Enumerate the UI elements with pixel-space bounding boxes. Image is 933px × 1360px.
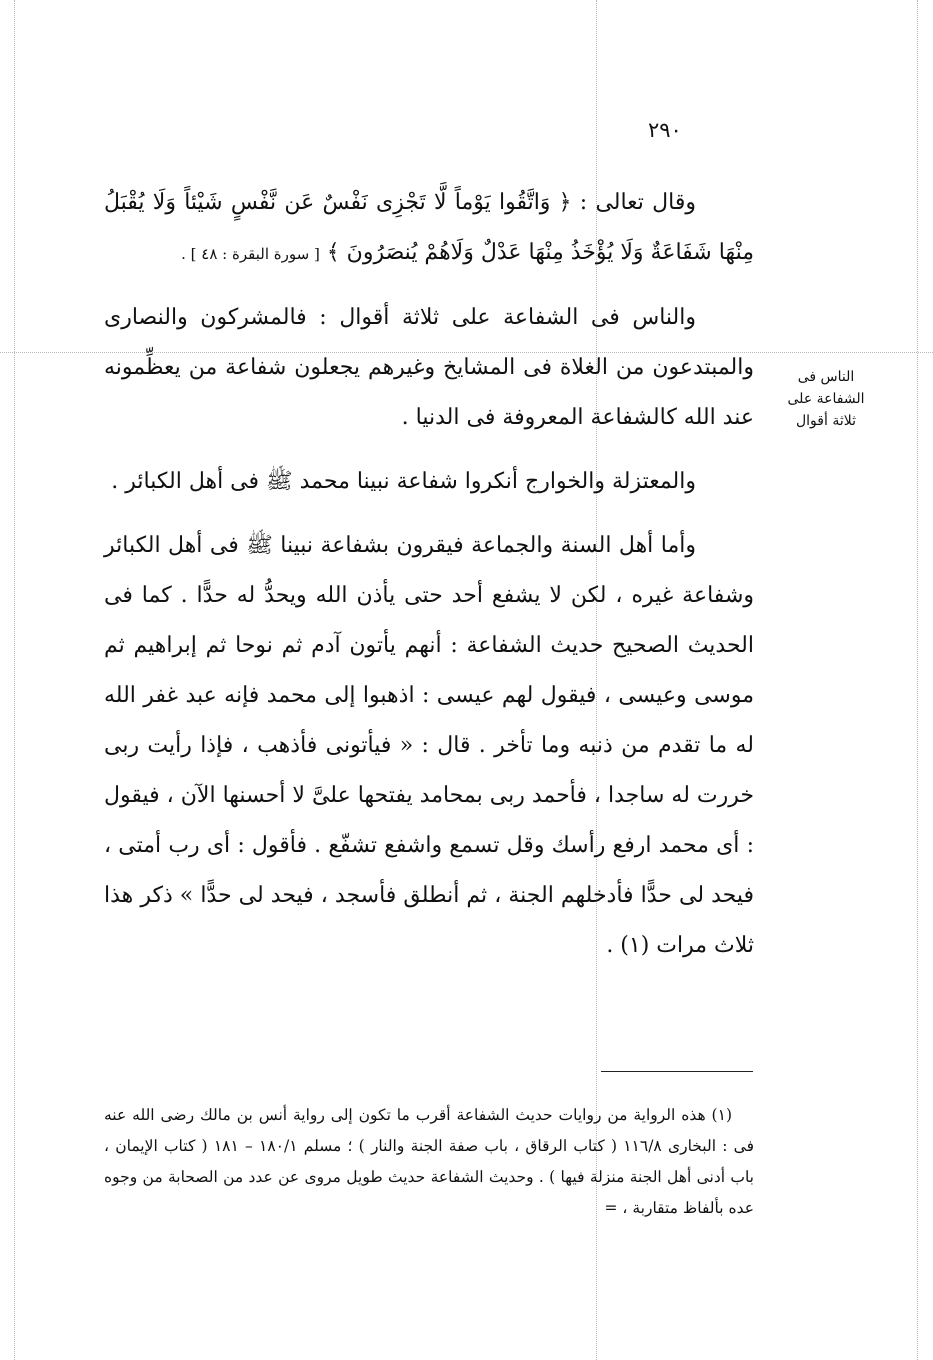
footnotes	[104, 1100, 754, 1224]
scan-fold-line-right	[917, 0, 918, 1360]
quran-verse-text: وقال تعالى : ﴿ وَاتَّقُوا يَوْماً لَّا تَجْزِى نَفْسٌ عَن نَّفْسٍ شَيْئاً وَلَا يُقْبَلُ مِنْهَا شَفَاعَةٌ وَلَا يُؤْخَذُ مِنْهَا عَدْلٌ وَلَاهُمْ يُنصَرُونَ ﴾	[104, 190, 754, 265]
scan-fold-line-left	[14, 0, 15, 1360]
main-text	[104, 178, 754, 971]
paragraph-quran-verse	[104, 178, 754, 279]
surah-reference: [ سورة البقرة : ٤٨ ] .	[181, 245, 320, 263]
footnote-1: (١) هذه الرواية من روايات حديث الشفاعة أقرب ما تكون إلى رواية أنس بن مالك رضى الله عنه فى : البخارى ١١٦/٨ ( كتاب الرقاق ، باب صفة الجنة والنار ) ؛ مسلم ١٨٠/١ – ١٨١ ( كتاب الإيمان ، باب أدنى أهل الجنة منزلة فيها ) . وحديث الشفاعة حديث طويل مروى عن عدد من الصحابة من وجوه عده بألفاظ متقاربة ، =	[104, 1106, 755, 1217]
paragraph-ahl-sunnah: وأما أهل السنة والجماعة فيقرون بشفاعة نبينا ﷺ فى أهل الكبائر وشفاعة غيره ، لكن لا يشفع أحد حتى يأذن الله ويحدُّ له حدًّا . كما فى الحديث الصحيح حديث الشفاعة : أنهم يأتون آدم ثم نوحا ثم إبراهيم ثم موسى وعيسى ، فيقول لهم عيسى : اذهبوا إلى محمد فإنه عبد غفر الله له ما تقدم من ذنبه وما تأخر . قال : « فيأتونى فأذهب ، فإذا رأيت ربى خررت له ساجدا ، فأحمد ربى بمحامد يفتحها علىَّ لا أحسنها الآن ، فيقول : أى محمد ارفع رأسك وقل تسمع واشفع تشفّع . فأقول : أى رب أمتى ، فيحد لى حدًّا فأدخلهم الجنة ، ثم أنطلق فأسجد ، فيحد لى حدًّا » ذكر هذا ثلاث مرات (١) .	[104, 533, 754, 958]
paragraph-mutazila: والمعتزلة والخوارج أنكروا شفاعة نبينا محمد ﷺ فى أهل الكبائر .	[111, 469, 696, 494]
page-number: ٢٩٠	[648, 118, 682, 142]
footnote-separator	[601, 1071, 753, 1072]
margin-note: الناس فى الشفاعة على ثلاثة أقوال	[787, 369, 865, 429]
paragraph-three-views: والناس فى الشفاعة على ثلاثة أقوال : فالمشركون والنصارى والمبتدعون من الغلاة فى المشايخ وغيرهم يجعلون شفاعة من يعظِّمونه عند الله كالشفاعة المعروفة فى الدنيا .	[104, 305, 754, 430]
